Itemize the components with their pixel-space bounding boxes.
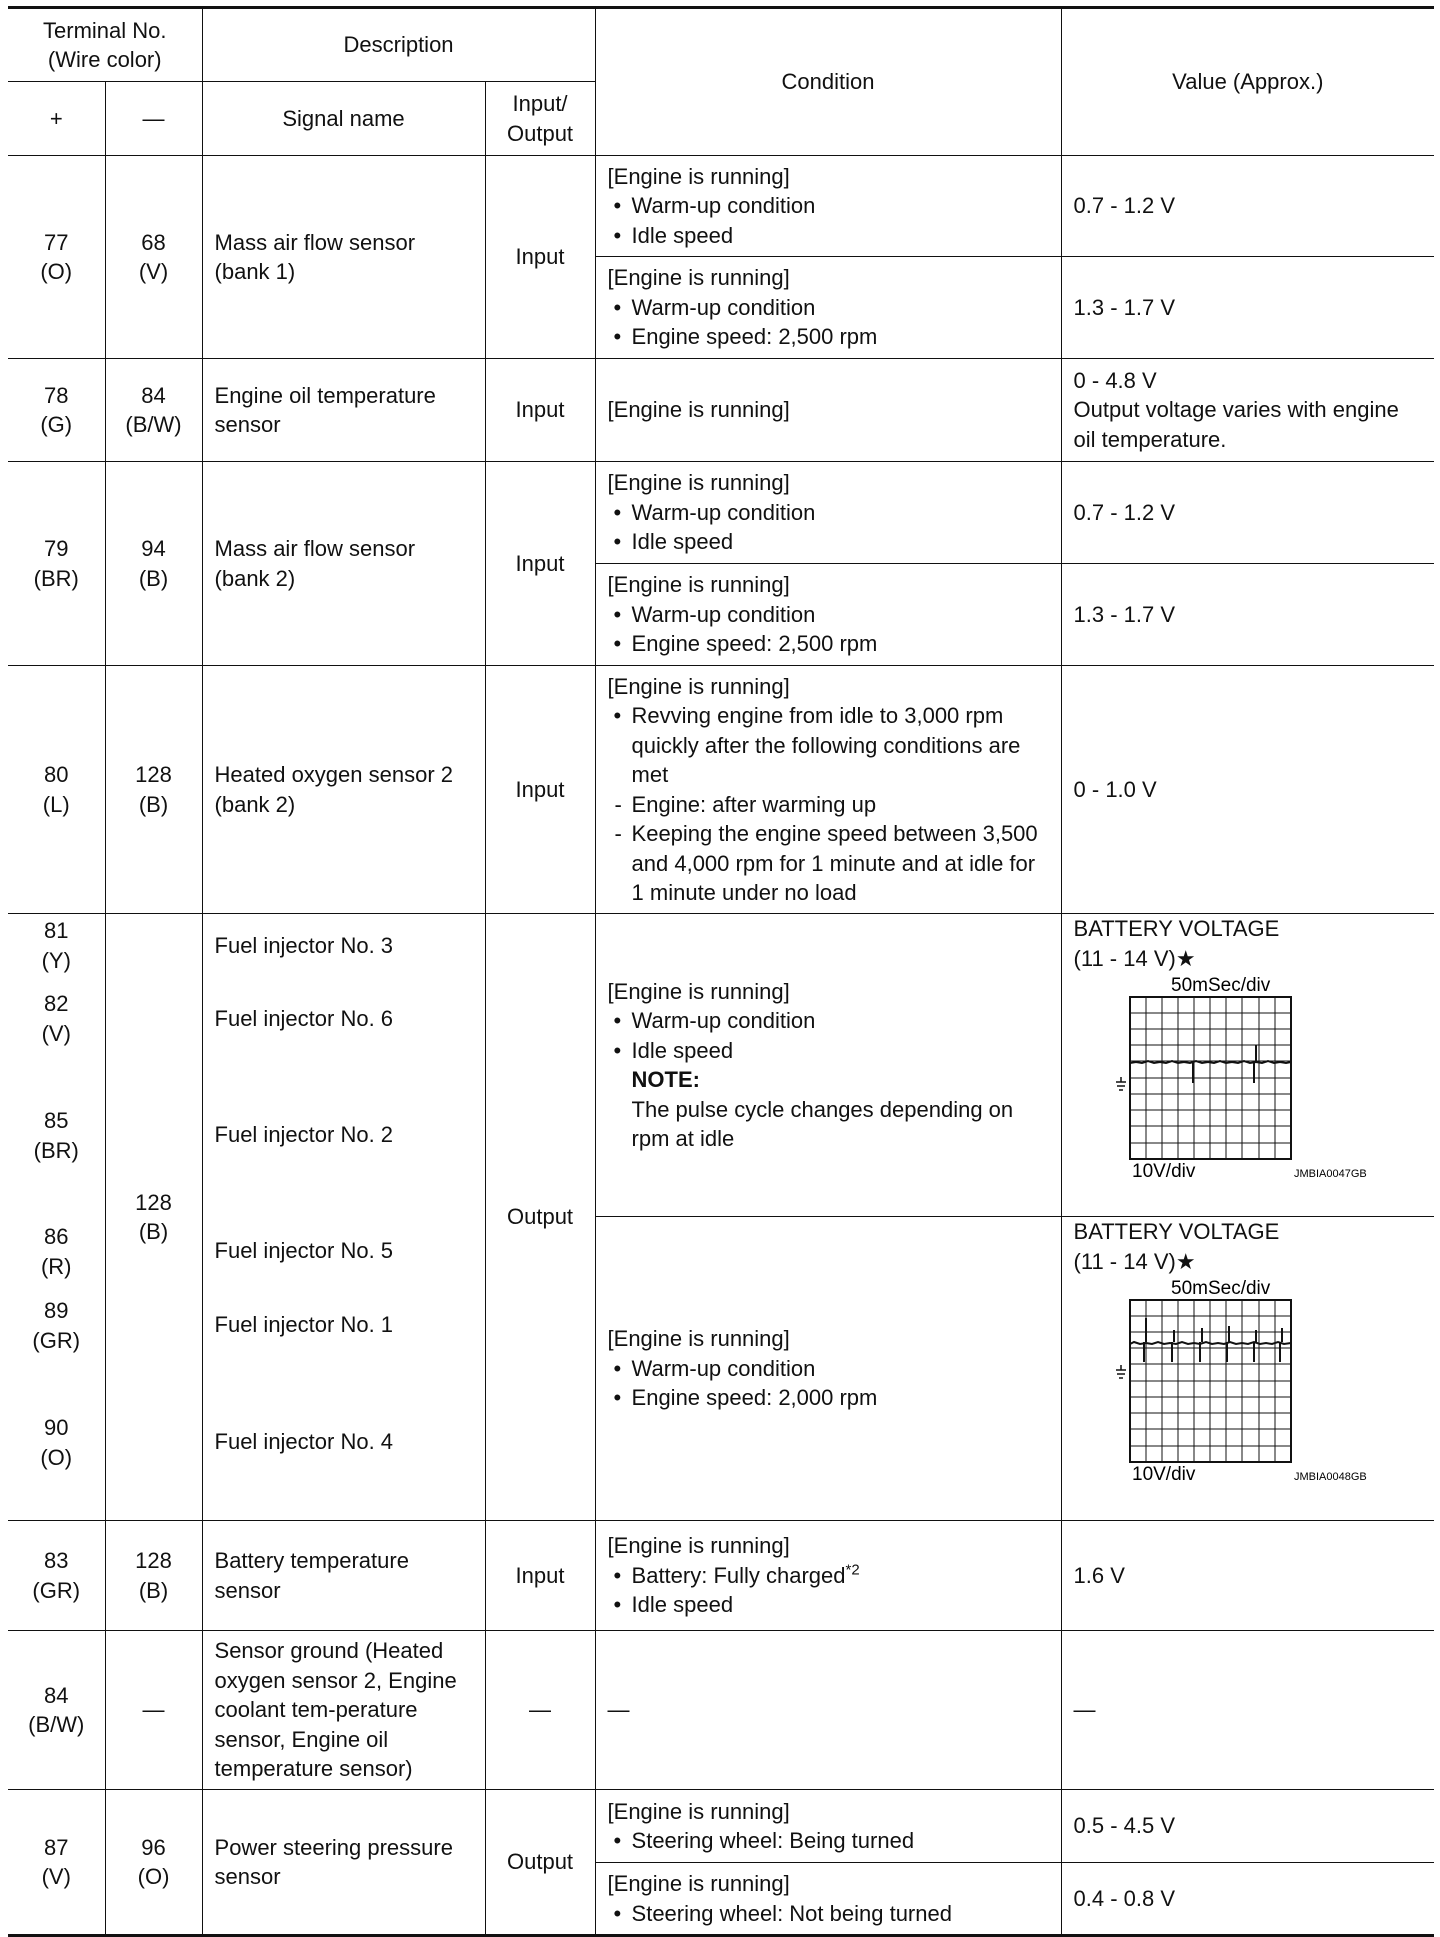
condition: [Engine is running] xyxy=(595,359,1061,462)
header-signal-name: Signal name xyxy=(202,82,485,156)
list-item: 82 (V) xyxy=(41,991,71,1046)
ground-symbol xyxy=(1116,1077,1126,1090)
oscilloscope-waveform-idle xyxy=(1114,975,1414,1183)
header-terminal-no: Terminal No. (Wire color) xyxy=(8,8,202,82)
volt-div-label: 10V/div xyxy=(1131,1464,1195,1485)
terminal-plus: 78 (G) xyxy=(8,359,105,462)
value: 1.3 - 1.7 V xyxy=(1061,257,1434,359)
header-value: Value (Approx.) xyxy=(1061,8,1434,156)
table-row xyxy=(8,156,1434,257)
value: 0.5 - 4.5 V xyxy=(1061,1790,1434,1863)
value: 1.3 - 1.7 V xyxy=(1061,564,1434,666)
value: BATTERY VOLTAGE (11 - 14 V)★ 50mSec/div 10V/div JMBIA0047GB xyxy=(1061,914,1434,1217)
list-item: 86 (R) xyxy=(40,1224,72,1279)
list-item: Fuel injector No. 4 xyxy=(214,1429,394,1454)
value: BATTERY VOLTAGE (11 - 14 V)★ 50mSec/div 10V/div JMBIA0048GB xyxy=(1061,1217,1434,1521)
terminal-plus: 84 (B/W) xyxy=(8,1631,105,1790)
terminal-minus: 128 (B) xyxy=(105,914,202,1521)
list-item: Fuel injector No. 6 xyxy=(214,1006,394,1031)
terminal-minus: 68 (V) xyxy=(105,156,202,359)
header-input-output: Input/ Output xyxy=(485,82,595,156)
condition: [Engine is running] • Warm-up condition • Idle speed xyxy=(595,462,1061,564)
input-output: Input xyxy=(485,156,595,359)
oscilloscope-waveform-2000rpm xyxy=(1114,1278,1414,1486)
input-output: Output xyxy=(485,1790,595,1936)
list-item: Fuel injector No. 5 xyxy=(214,1238,394,1263)
terminal-plus: 79 (BR) xyxy=(8,462,105,666)
ground-symbol xyxy=(1116,1365,1126,1378)
terminal-minus: 84 (B/W) xyxy=(105,359,202,462)
table-row xyxy=(8,666,1434,914)
terminal-plus: 77 (O) xyxy=(8,156,105,359)
table-row xyxy=(8,914,1434,1217)
value: 0 - 1.0 V xyxy=(1061,666,1434,914)
input-output: Output xyxy=(485,914,595,1521)
table-row xyxy=(8,359,1434,462)
table-row xyxy=(8,462,1434,564)
terminal-minus: 128 (B) xyxy=(105,666,202,914)
list-item: 90 (O) xyxy=(40,1415,73,1470)
ecm-terminal-table xyxy=(8,6,1434,1937)
volt-div-label: 10V/div xyxy=(1131,1161,1195,1182)
condition: [Engine is running] • Warm-up condition • Idle speed xyxy=(595,156,1061,257)
figure-code: JMBIA0047GB xyxy=(1293,1168,1367,1180)
time-div-label: 50mSec/div xyxy=(1170,1278,1270,1299)
signal-name: Sensor ground (Heated oxygen sensor 2, Engine coolant tem-perature sensor, Engine oil temperature sensor) xyxy=(202,1631,485,1790)
header-description: Description xyxy=(202,8,595,82)
input-output: Input xyxy=(485,462,595,666)
table-row xyxy=(8,1631,1434,1790)
header-minus: — xyxy=(105,82,202,156)
condition: — xyxy=(595,1631,1061,1790)
table-row xyxy=(8,1521,1434,1631)
signal-name: Engine oil temperature sensor xyxy=(202,359,485,462)
value: 0.7 - 1.2 V xyxy=(1061,156,1434,257)
condition: [Engine is running] • Steering wheel: Not being turned xyxy=(595,1863,1061,1936)
terminal-plus: 80 (L) xyxy=(8,666,105,914)
signal-name: Heated oxygen sensor 2 (bank 2) xyxy=(202,666,485,914)
list-item: Fuel injector No. 1 xyxy=(214,1312,394,1337)
input-output: Input xyxy=(485,1521,595,1631)
condition: [Engine is running] • Warm-up condition • Engine speed: 2,000 rpm xyxy=(595,1217,1061,1521)
value: — xyxy=(1061,1631,1434,1790)
terminal-plus-list xyxy=(8,914,105,1521)
terminal-plus: 87 (V) xyxy=(8,1790,105,1936)
value: 1.6 V xyxy=(1061,1521,1434,1631)
terminal-minus: 94 (B) xyxy=(105,462,202,666)
list-item: 81 (Y) xyxy=(41,918,71,973)
list-item: 85 (BR) xyxy=(33,1108,79,1163)
input-output: Input xyxy=(485,666,595,914)
terminal-minus: — xyxy=(105,1631,202,1790)
signal-name-list xyxy=(202,914,485,1521)
terminal-minus: 96 (O) xyxy=(105,1790,202,1936)
header-plus: + xyxy=(8,82,105,156)
condition: [Engine is running] • Steering wheel: Being turned xyxy=(595,1790,1061,1863)
input-output: — xyxy=(485,1631,595,1790)
condition: [Engine is running] • Warm-up condition • Idle speed NOTE: The pulse cycle changes depending on rpm at idle xyxy=(595,914,1061,1217)
signal-name: Mass air flow sensor (bank 2) xyxy=(202,462,485,666)
condition: [Engine is running] • Warm-up condition • Engine speed: 2,500 rpm xyxy=(595,257,1061,359)
header-condition: Condition xyxy=(595,8,1061,156)
table-row xyxy=(8,1790,1434,1863)
list-item: Fuel injector No. 3 xyxy=(214,933,394,958)
figure-code: JMBIA0048GB xyxy=(1293,1471,1367,1483)
value: 0 - 4.8 V Output voltage varies with engine oil temperature. xyxy=(1061,359,1434,462)
signal-name: Mass air flow sensor (bank 1) xyxy=(202,156,485,359)
condition: [Engine is running] • Revving engine from idle to 3,000 rpm quickly after the following conditions are met - Engine: after warming up - Keeping the engine speed between 3,500 and 4,000 rpm for 1 minute and at idle for 1 minute under no load xyxy=(595,666,1061,914)
signal-name: Power steering pressure sensor xyxy=(202,1790,485,1936)
condition: [Engine is running] • Battery: Fully charged$^{*2}$ • Idle speed xyxy=(595,1521,1061,1631)
terminal-minus: 128 (B) xyxy=(105,1521,202,1631)
signal-name: Battery temperature sensor xyxy=(202,1521,485,1631)
condition: [Engine is running] • Warm-up condition • Engine speed: 2,500 rpm xyxy=(595,564,1061,666)
terminal-plus: 83 (GR) xyxy=(8,1521,105,1631)
list-item: 89 (GR) xyxy=(32,1298,81,1353)
list-item: Fuel injector No. 2 xyxy=(214,1122,394,1147)
input-output: Input xyxy=(485,359,595,462)
value: 0.4 - 0.8 V xyxy=(1061,1863,1434,1936)
value: 0.7 - 1.2 V xyxy=(1061,462,1434,564)
time-div-label: 50mSec/div xyxy=(1170,975,1270,996)
